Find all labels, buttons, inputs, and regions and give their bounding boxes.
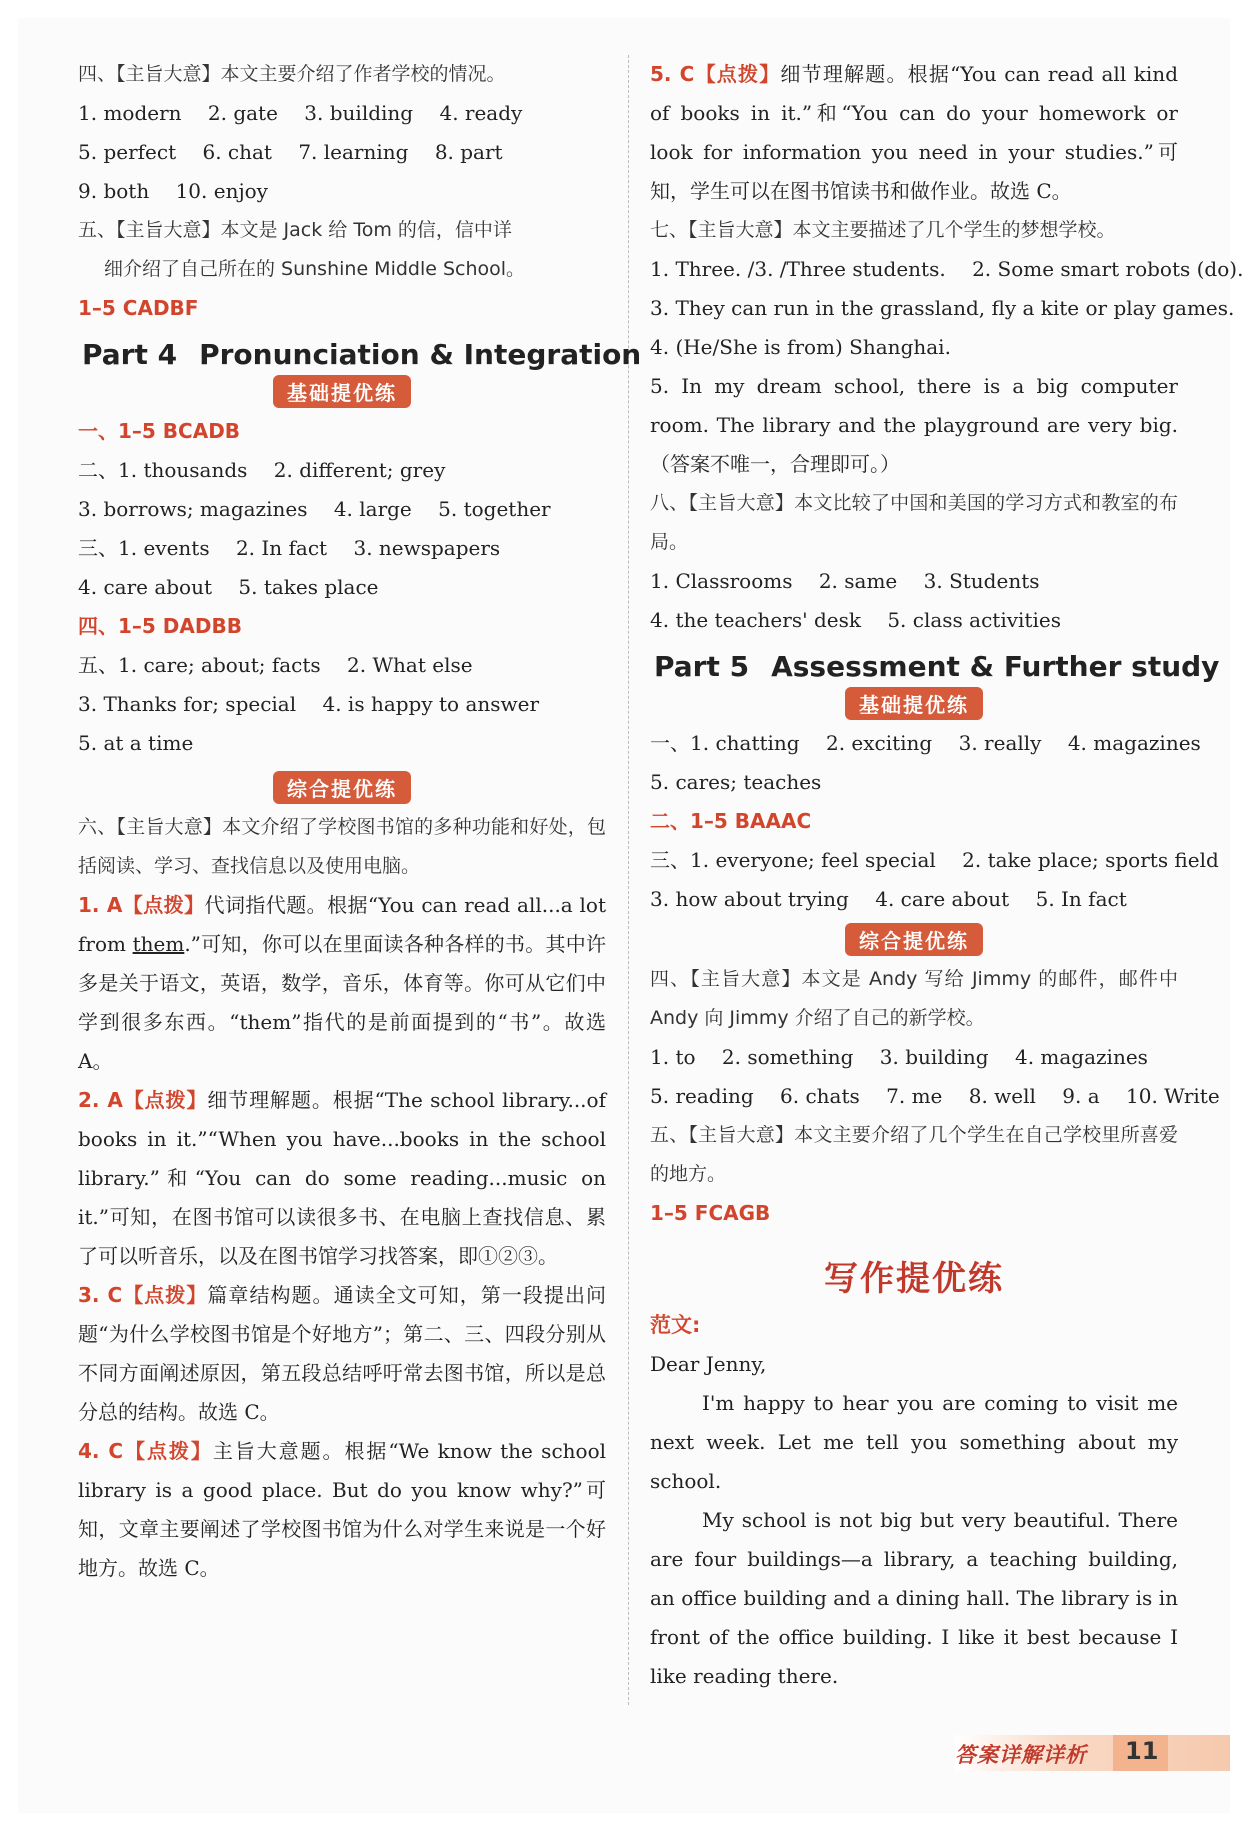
part-number: Part 5 xyxy=(654,650,750,683)
section-5-answers: 1–5 FCAGB xyxy=(650,1201,771,1225)
answer-item: 4. magazines xyxy=(1014,1045,1148,1069)
section-5-summary: 五、【主旨大意】本文是 Jack 给 Tom 的信，信中详 xyxy=(78,219,512,241)
answer-item: 2. gate xyxy=(207,101,278,125)
answer-item: 3. Thanks for; special xyxy=(78,692,297,716)
answer-row xyxy=(78,94,606,133)
answer-item: 5. In fact xyxy=(1035,887,1127,911)
left-column xyxy=(78,55,642,1588)
answer-item: 5. reading xyxy=(650,1084,754,1108)
answer-item: 3. really xyxy=(958,731,1042,755)
part-5-title xyxy=(654,650,1220,683)
answer-item: 2. In fact xyxy=(235,536,328,560)
answer-item: 9. both xyxy=(78,179,150,203)
answer-item: 2. something xyxy=(721,1045,854,1069)
section-8-summary: 八、【主旨大意】本文比较了中国和美国的学习方式和教室的布局。 xyxy=(650,492,1178,553)
answer-item: 6. chats xyxy=(780,1084,860,1108)
page-footer xyxy=(955,1735,1230,1771)
answer-item: 2. different; grey xyxy=(273,458,446,482)
question-label: 1. A【点拨】 xyxy=(78,893,205,917)
answer-item: 3. Students xyxy=(923,569,1040,593)
section-5-summary: 五、【主旨大意】本文主要介绍了几个学生在自己学校里所喜爱的地方。 xyxy=(650,1124,1178,1185)
section-4-summary: 四、【主旨大意】本文是 Andy 写给 Jimmy 的邮件，邮件中 Andy 向 Jimmy 介绍了自己的新学校。 xyxy=(650,968,1178,1029)
comprehensive-practice-badge: 综合提优练 xyxy=(273,771,411,804)
answer-row xyxy=(78,172,606,211)
answer-item: 2. same xyxy=(818,569,898,593)
answer-row: 4. (He/She is from) Shanghai. xyxy=(650,335,951,359)
part-name: Pronunciation & Integration xyxy=(199,338,642,371)
answer-row xyxy=(650,250,1244,289)
answer-item: 6. chat xyxy=(202,140,272,164)
answer-row xyxy=(78,490,606,529)
answer-item: 8. well xyxy=(968,1084,1036,1108)
part-number: Part 4 xyxy=(82,338,178,371)
answer-item: 三、1. events xyxy=(78,536,210,560)
explanation-text: 主旨大意题。根据“We know the school library is a good place. But do you know why?”可知，文章主要阐述了学校图书馆为什么对学生来说是一个好地方。故选 C。 xyxy=(78,1439,607,1580)
answer-row: 四、1–5 DADBB xyxy=(78,614,242,638)
answer-row xyxy=(78,568,606,607)
answer-item: 2. Some smart robots (do). xyxy=(972,257,1244,281)
answer-row xyxy=(650,601,1178,640)
answer-item: 一、1. chatting xyxy=(650,731,800,755)
answer-item: 4. the teachers' desk xyxy=(650,608,861,632)
question-label: 4. C【点拨】 xyxy=(78,1439,213,1463)
answer-item: 5. class activities xyxy=(887,608,1061,632)
answer-row xyxy=(650,562,1178,601)
answer-item: 7. me xyxy=(886,1084,943,1108)
question-4-explanation xyxy=(78,1432,606,1588)
page-number: 11 xyxy=(1125,1737,1159,1765)
explanation-text: 篇章结构题。通读全文可知，第一段提出问题“为什么学校图书馆是个好地方”；第二、三、四段分别从不同方面阐述原因，第五段总结呼吁常去图书馆，所以是总分总的结构。故选 C。 xyxy=(78,1283,607,1424)
question-5-explanation xyxy=(650,55,1178,211)
comprehensive-practice-badge: 综合提优练 xyxy=(845,923,983,956)
part-4-title xyxy=(82,338,642,371)
explanation-text: 细节理解题。根据“The school library...of books in it.”“When you have...books in the school library.”和“You can do some reading...music on it.”可知，在图书馆可以读很多书、在电脑上查找信息、累了可以听音乐，以及在图书馆学习找答案，即①②③。 xyxy=(78,1088,606,1268)
question-1-explanation xyxy=(78,886,606,1081)
explanation-text: 代词指代题。根据“You can read all...a lot from xyxy=(78,893,606,956)
answer-item: 4. magazines xyxy=(1067,731,1201,755)
question-3-explanation xyxy=(78,1276,606,1432)
question-label: 3. C【点拨】 xyxy=(78,1283,208,1307)
answer-item: 1. Three. /3. /Three students. xyxy=(650,257,946,281)
section-5-answers: 1–5 CADBF xyxy=(78,296,199,320)
answer-item: 二、1. thousands xyxy=(78,458,248,482)
answer-row xyxy=(650,724,1201,763)
answer-item: 3. building xyxy=(304,101,414,125)
footer-label: 答案详解详析 xyxy=(955,1743,1087,1767)
answer-item: 7. learning xyxy=(298,140,409,164)
answer-row xyxy=(78,133,606,172)
answer-row: 3. They can run in the grassland, fly a kite or play games. xyxy=(650,296,1235,320)
essay-paragraph: My school is not big but very beautiful. There are four buildings—a library, a teaching building, an office building and a dining hall. The library is in front of the office building. I like it best because I like reading there. xyxy=(650,1508,1178,1688)
answer-row xyxy=(78,646,606,685)
question-2-explanation xyxy=(78,1081,606,1276)
answer-row xyxy=(78,451,606,490)
answer-item: 4. large xyxy=(333,497,412,521)
answer-row: 5. cares; teaches xyxy=(650,770,822,794)
answer-row xyxy=(78,685,606,724)
right-column xyxy=(650,55,1244,1696)
column-divider xyxy=(628,55,629,1705)
answer-item: 8. part xyxy=(434,140,503,164)
explanation-text: 细节理解题。根据“You can read all kind of books in it.”和“You can do your homework or look for information you need in your studies.”可知，学生可以在图书馆读书和做作业。故选 C。 xyxy=(650,62,1178,203)
answer-row xyxy=(650,1077,1220,1116)
question-label: 2. A【点拨】 xyxy=(78,1088,208,1112)
answer-row xyxy=(78,529,606,568)
essay-salutation: Dear Jenny, xyxy=(650,1352,767,1376)
answer-row: 5. at a time xyxy=(78,731,194,755)
answer-item: 5. together xyxy=(438,497,551,521)
answer-item: 1. to xyxy=(650,1045,696,1069)
answer-item: 2. take place; sports field xyxy=(962,848,1219,872)
answer-item: 10. Write xyxy=(1126,1084,1220,1108)
model-essay xyxy=(650,1345,1178,1696)
answer-item: 3. newspapers xyxy=(353,536,501,560)
answer-item: 4. care about xyxy=(78,575,213,599)
answer-item: 4. ready xyxy=(439,101,523,125)
answer-row: 5. In my dream school, there is a big computer room. The library and the playground are very big.（答案不唯一，合理即可。） xyxy=(650,374,1178,476)
answer-item: 5. perfect xyxy=(78,140,177,164)
answer-item: 3. how about trying xyxy=(650,887,849,911)
model-essay-label: 范文: xyxy=(650,1313,701,1337)
section-5-summary-cont: 细介绍了自己所在的 Sunshine Middle School。 xyxy=(104,258,526,280)
answer-row xyxy=(650,1038,1178,1077)
section-7-summary: 七、【主旨大意】本文主要描述了几个学生的梦想学校。 xyxy=(650,219,1116,241)
question-label: 5. C【点拨】 xyxy=(650,62,781,86)
answer-item: 3. borrows; magazines xyxy=(78,497,308,521)
answer-item: 3. building xyxy=(879,1045,989,1069)
answer-row xyxy=(650,841,1219,880)
writing-practice-title: 写作提优练 xyxy=(824,1259,1004,1299)
section-4-summary: 四、【主旨大意】本文主要介绍了作者学校的情况。 xyxy=(78,63,506,85)
answer-item: 2. exciting xyxy=(825,731,933,755)
essay-paragraph: I'm happy to hear you are coming to visit me next week. Let me tell you something about my school. xyxy=(650,1391,1178,1493)
answer-item: 三、1. everyone; feel special xyxy=(650,848,936,872)
answer-row xyxy=(650,880,1178,919)
answer-item: 5. takes place xyxy=(238,575,379,599)
explanation-text: .”可知，你可以在里面读各种各样的书。其中许多是关于语文，英语，数学，音乐，体育等。你可从它们中学到很多东西。“them”指代的是前面提到的“书”。故选 A。 xyxy=(78,932,606,1073)
answer-item: 4. care about xyxy=(875,887,1010,911)
answer-item: 2. What else xyxy=(347,653,473,677)
answer-item: 10. enjoy xyxy=(175,179,268,203)
answer-item: 1. modern xyxy=(78,101,182,125)
part-name: Assessment & Further study xyxy=(771,650,1220,683)
answer-item: 4. is happy to answer xyxy=(322,692,540,716)
section-6-summary: 六、【主旨大意】本文介绍了学校图书馆的多种功能和好处，包括阅读、学习、查找信息以及使用电脑。 xyxy=(78,816,606,877)
answer-row: 二、1–5 BAAAC xyxy=(650,809,812,833)
answer-item: 五、1. care; about; facts xyxy=(78,653,321,677)
answer-item: 1. Classrooms xyxy=(650,569,793,593)
answer-row: 一、1–5 BCADB xyxy=(78,419,241,443)
basic-practice-badge: 基础提优练 xyxy=(845,687,983,720)
answer-item: 9. a xyxy=(1062,1084,1100,1108)
underlined-word: them xyxy=(132,932,185,956)
basic-practice-badge: 基础提优练 xyxy=(273,375,411,408)
